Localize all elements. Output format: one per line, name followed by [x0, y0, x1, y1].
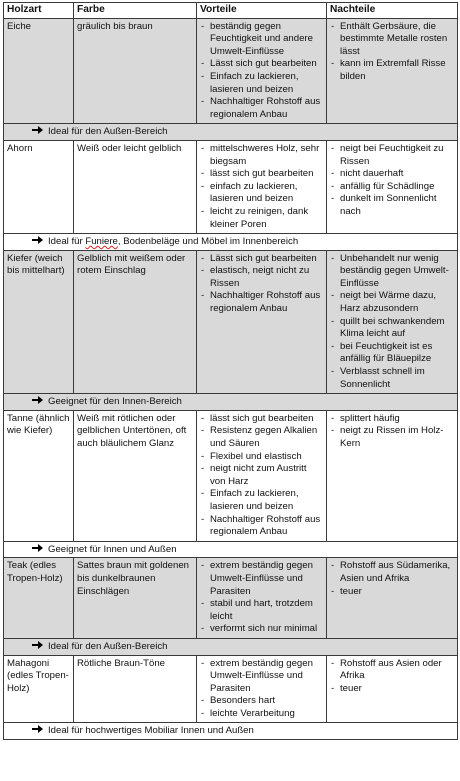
- note-row-mahagoni: [4, 723, 458, 740]
- wood-name: Teak (edles Tropen-Holz): [4, 558, 74, 639]
- arrow-right-icon: [32, 543, 44, 553]
- disadvantage-item: - neigt zu Rissen im Holz-Kern: [330, 425, 454, 450]
- advantages-cell: [197, 18, 327, 124]
- note-row-kiefer: [4, 394, 458, 411]
- disadvantage-item: - Unbehandelt nur wenig beständig gegen Umwelt-Einflüsse: [330, 253, 454, 291]
- disadvantages-cell: [327, 558, 458, 639]
- usage-note: Geeignet für den Innen-Bereich: [48, 396, 182, 408]
- advantages-cell: [197, 140, 327, 233]
- header-row: [4, 3, 458, 19]
- advantage-item: - Nachhaltiger Rohstoff aus regionalem Anbau: [200, 514, 323, 539]
- disadvantages-cell: [327, 410, 458, 541]
- wood-color: gräulich bis braun: [74, 18, 197, 124]
- usage-note: Ideal für hochwertiges Mobiliar Innen und Außen: [48, 725, 254, 737]
- header-nachteile: Nachteile: [327, 3, 458, 19]
- disadvantages-list: [330, 560, 454, 598]
- disadvantages-list: [330, 253, 454, 392]
- advantage-item: - lässt sich gut bearbeiten: [200, 168, 323, 181]
- wood-name: Ahorn: [4, 140, 74, 233]
- wood-color: Gelblich mit weißem oder rotem Einschlag: [74, 250, 197, 394]
- spellcheck-word: Funiere: [85, 236, 118, 248]
- note-row-ahorn: [4, 234, 458, 251]
- header-farbe: Farbe: [74, 3, 197, 19]
- disadvantage-item: - kann im Extremfall Risse bilden: [330, 58, 454, 83]
- usage-note: Ideal für den Außen-Bereich: [48, 640, 168, 652]
- disadvantage-item: - bei Feuchtigkeit ist es anfällig für Bläuepilze: [330, 341, 454, 366]
- disadvantages-list: [330, 413, 454, 451]
- advantage-item: - einfach zu lackieren, lasieren und beizen: [200, 181, 323, 206]
- wood-name: Kiefer (weich bis mittelhart): [4, 250, 74, 394]
- advantage-item: - Lässt sich gut bearbeiten: [200, 58, 323, 71]
- wood-row-tanne: [4, 410, 458, 541]
- advantage-item: - verformt sich nur minimal: [200, 623, 323, 636]
- wood-name: Eiche: [4, 18, 74, 124]
- advantage-item: - Resistenz gegen Alkalien und Säuren: [200, 425, 323, 450]
- advantage-item: - extrem beständig gegen Umwelt-Einflüsse und Parasiten: [200, 560, 323, 598]
- wood-row-ahorn: [4, 140, 458, 233]
- disadvantages-cell: [327, 250, 458, 394]
- disadvantages-list: [330, 21, 454, 84]
- advantage-item: - stabil und hart, trotzdem leicht: [200, 598, 323, 623]
- disadvantage-item: - splittert häufig: [330, 413, 454, 426]
- disadvantage-item: - Enthält Gerbsäure, die bestimmte Metalle rosten lässt: [330, 21, 454, 59]
- advantage-item: - elastisch, neigt nicht zu Rissen: [200, 265, 323, 290]
- advantage-item: - beständig gegen Feuchtigkeit und andere Umwelt-Einflüsse: [200, 21, 323, 59]
- advantages-list: [200, 21, 323, 122]
- usage-note: [48, 236, 298, 247]
- usage-note: Geeignet für Innen und Außen: [48, 543, 177, 555]
- disadvantages-cell: [327, 655, 458, 723]
- advantage-item: - Einfach zu lackieren, lasieren und beizen: [200, 488, 323, 513]
- advantages-list: [200, 560, 323, 636]
- advantage-item: - leicht zu reinigen, dank kleiner Poren: [200, 206, 323, 231]
- arrow-right-icon: [32, 724, 44, 734]
- wood-color: Weiß oder leicht gelblich: [74, 140, 197, 233]
- disadvantage-item: - neigt bei Wärme dazu, Harz abzusondern: [330, 290, 454, 315]
- advantage-item: - Nachhaltiger Rohstoff aus regionalem Anbau: [200, 290, 323, 315]
- advantage-item: - Besonders hart: [200, 695, 323, 708]
- advantages-cell: [197, 410, 327, 541]
- disadvantage-item: - anfällig für Schädlinge: [330, 181, 454, 194]
- wood-row-mahagoni: [4, 655, 458, 723]
- disadvantage-item: - nicht dauerhaft: [330, 168, 454, 181]
- advantage-item: - Flexibel und elastisch: [200, 451, 323, 464]
- advantage-item: - Einfach zu lackieren, lasieren und beizen: [200, 71, 323, 96]
- advantages-cell: [197, 250, 327, 394]
- advantages-list: [200, 413, 323, 539]
- wood-color: Rötliche Braun-Töne: [74, 655, 197, 723]
- advantages-list: [200, 143, 323, 231]
- note-row-tanne: [4, 541, 458, 558]
- header-holzart: Holzart: [4, 3, 74, 19]
- advantage-item: - lässt sich gut bearbeiten: [200, 413, 323, 426]
- wood-row-kiefer: [4, 250, 458, 394]
- advantage-item: - extrem beständig gegen Umwelt-Einflüsse und Parasiten: [200, 658, 323, 696]
- header-vorteile: Vorteile: [197, 3, 327, 19]
- note-row-eiche: [4, 124, 458, 141]
- arrow-right-icon: [32, 235, 44, 245]
- note-row-teak: [4, 638, 458, 655]
- usage-note-suffix: , Bodenbeläge und Möbel im Innenbereich: [117, 236, 299, 248]
- arrow-right-icon: [32, 640, 44, 650]
- wood-row-eiche: [4, 18, 458, 124]
- advantage-item: - Lässt sich gut bearbeiten: [200, 253, 323, 266]
- wood-row-teak: [4, 558, 458, 639]
- wood-color: Weiß mit rötlichen oder gelblichen Untertönen, oft auch bläulichem Glanz: [74, 410, 197, 541]
- disadvantages-cell: [327, 18, 458, 124]
- arrow-right-icon: [32, 395, 44, 405]
- disadvantages-list: [330, 658, 454, 696]
- advantage-item: - Nachhaltiger Rohstoff aus regionalem Anbau: [200, 96, 323, 121]
- disadvantage-item: - dunkelt im Sonnenlicht nach: [330, 193, 454, 218]
- wood-name: Tanne (ähnlich wie Kiefer): [4, 410, 74, 541]
- advantages-list: [200, 253, 323, 316]
- advantage-item: - mittelschweres Holz, sehr biegsam: [200, 143, 323, 168]
- advantages-list: [200, 658, 323, 721]
- disadvantage-item: - Rohstoff aus Asien oder Afrika: [330, 658, 454, 683]
- usage-note-prefix: Ideal für: [48, 236, 86, 248]
- disadvantage-item: - Rohstoff aus Südamerika, Asien und Afrika: [330, 560, 454, 585]
- usage-note: Ideal für den Außen-Bereich: [48, 126, 168, 138]
- disadvantages-cell: [327, 140, 458, 233]
- advantage-item: - leichte Verarbeitung: [200, 708, 323, 721]
- disadvantage-item: - teuer: [330, 683, 454, 696]
- wood-name: Mahagoni (edles Tropen-Holz): [4, 655, 74, 723]
- disadvantage-item: - teuer: [330, 586, 454, 599]
- advantages-cell: [197, 558, 327, 639]
- arrow-right-icon: [32, 125, 44, 135]
- disadvantage-item: - neigt bei Feuchtigkeit zu Rissen: [330, 143, 454, 168]
- disadvantage-item: - quillt bei schwankendem Klima leicht auf: [330, 316, 454, 341]
- advantage-item: - neigt nicht zum Austritt von Harz: [200, 463, 323, 488]
- disadvantage-item: - Verblasst schnell im Sonnenlicht: [330, 366, 454, 391]
- wood-comparison-table: [3, 2, 458, 740]
- wood-color: Sattes braun mit goldenen bis dunkelbraunen Einschlägen: [74, 558, 197, 639]
- disadvantages-list: [330, 143, 454, 219]
- advantages-cell: [197, 655, 327, 723]
